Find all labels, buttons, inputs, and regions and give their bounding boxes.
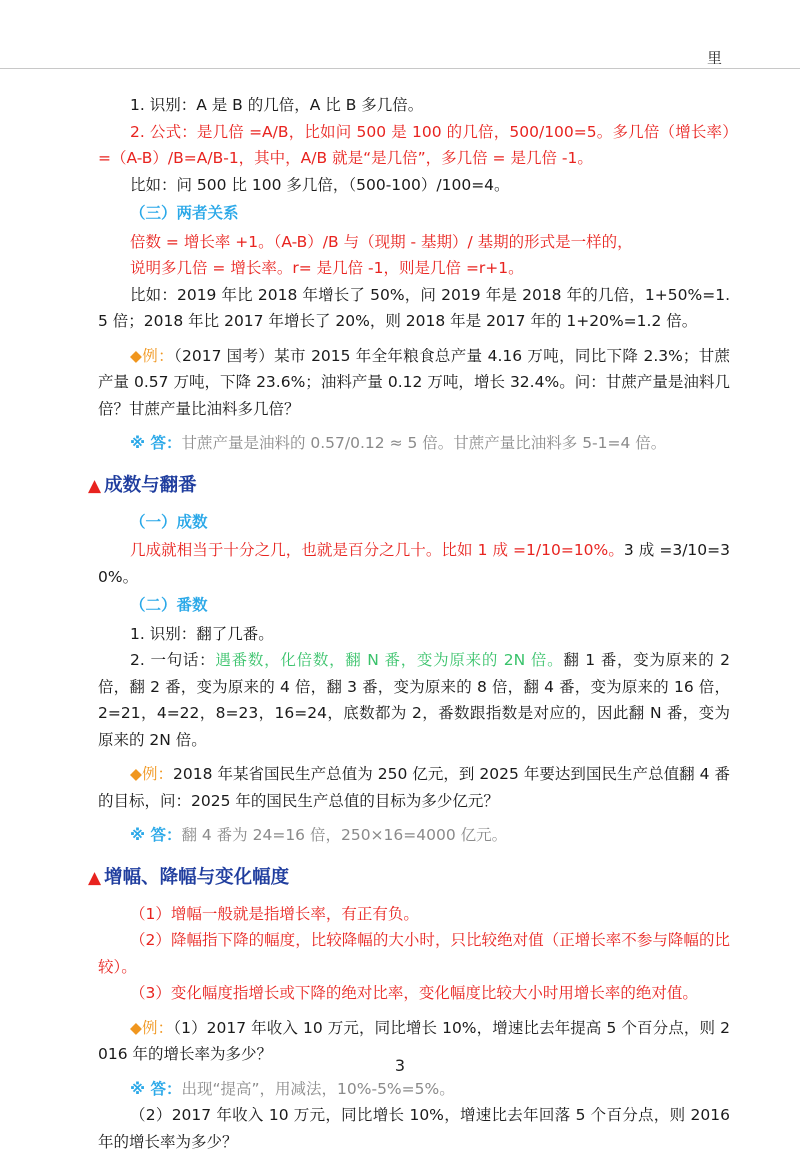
fan-rule-highlight: 遇番数，化倍数，翻 N 番，变为原来的 2N 倍。 [215,651,564,669]
answer-text: 出现“提高”，用减法，10%-5%=5%。 [181,1079,455,1098]
fan-identify: 1. 识别：翻了几番。 [130,624,274,643]
subheading-fan: （二）番数 [130,596,208,614]
relation-example: 比如：2019 年比 2018 年增长了 50%，问 2019 年是 2018 年的几倍，1+50%=1.5 倍；2018 年比 2017 年增长了 20%，则 2018 年是 2017 年的 1+20%=1.2 倍。 [98,285,730,330]
answer-label: ※ 答： [130,826,182,844]
cheng-paragraph [98,537,730,590]
change-point-3: （3）变化幅度指增长或下降的绝对比率，变化幅度比较大小时用增长率的绝对值。 [130,984,698,1002]
answer-3 [98,1076,730,1103]
formula-paragraph: 2. 公式：是几倍 =A/B，比如问 500 是 100 的几倍，500/100=5。多几倍（增长率）=（A-B）/B=A/B-1，其中，A/B 就是“是几倍”，多几倍 = 是几倍 -1。 [98,122,730,167]
change-point-2: （2）降幅指下降的幅度，比较降幅的大小时，只比较绝对值（正增长率不参与降幅的比较）。 [98,931,730,976]
example-label: ◆例： [130,1018,174,1037]
cheng-red-text: 几成就相当于十分之几，也就是百分之几十。比如 1 成 =1/10=10%。 [130,541,624,559]
answer-label: ※ 答： [130,434,182,452]
example-paragraph: 比如：问 500 比 100 多几倍，（500-100）/100=4。 [130,175,510,194]
fan-rule: 2. 一句话：遇番数，化倍数，翻 N 番，变为原来的 2N 倍。翻 1 番，变为原来的 2 倍，翻 2 番，变为原来的 4 倍，翻 3 番，变为原来的 8 倍，翻 4 番，变为原来的 16 倍，2=21，4=22，8=23，16=24，底数都为 2，番数跟指数是对应的，因此翻 N 番，变为原来的 2N 倍。 [98,651,731,749]
page-number: 3 [394,1056,406,1075]
triangle-icon: ▲ [88,867,102,888]
relation-paragraph-2: 说明多几倍 = 增长率。r= 是几倍 -1，则是几倍 =r+1。 [130,259,524,277]
example-text: （1）2017 年收入 10 万元，同比增长 10%，增速比去年提高 5 个百分点，则 2016 年的增长率为多少？ [98,1018,730,1063]
relation-paragraph-1: 倍数 = 增长率 +1。（A-B）/B 与（现期 - 基期）/ 基期的形式是一样的， [130,232,633,251]
section-heading-ratio: ▲ 成数与翻番 [88,474,197,496]
example-2 [98,761,730,814]
answer-2 [98,822,730,849]
example-3-part-2: （2）2017 年收入 10 万元，同比增长 10%，增速比去年回落 5 个百分点，则 2016 年的增长率为多少？ [98,1106,730,1151]
header-divider [0,68,800,69]
change-point-1: （1）增幅一般就是指增长率，有正有负。 [130,904,419,923]
example-label: ◆例： [130,765,174,783]
header-mark: 里 [706,49,722,67]
triangle-icon: ▲ [88,475,102,496]
answer-text: 甘蔗产量是油料的 0.57/0.12 ≈ 5 倍。甘蔗产量比油料多 5-1=4 倍。 [181,434,667,452]
cheng-black-text: 3 成 =3/10=30%。 [98,541,730,586]
subheading-cheng: （一）成数 [130,512,208,531]
answer-1 [98,430,730,457]
page-content [88,92,731,1155]
example-label: ◆例： [130,346,174,365]
example-text: （2017 国考）某市 2015 年全年粮食总产量 4.16 万吨，同比下降 2.3%；甘蔗产量 0.57 万吨，下降 23.6%；油料产量 0.12 万吨，增长 32.4%。问：甘蔗产量是油料几倍？甘蔗产量比油料多几倍？ [98,346,730,418]
identify-paragraph: 1. 识别：A 是 B 的几倍，A 比 B 多几倍。 [130,96,424,114]
example-text: 2018 年某省国民生产总值为 250 亿元，到 2025 年要达到国民生产总值翻 4 番的目标，问：2025 年的国民生产总值的目标为多少亿元？ [98,765,730,810]
answer-label: ※ 答： [130,1079,182,1098]
example-1 [98,343,730,423]
answer-text: 翻 4 番为 24=16 倍，250×16=4000 亿元。 [181,826,508,844]
subheading-relation: （三）两者关系 [130,204,239,222]
section-heading-change: ▲ 增幅、降幅与变化幅度 [88,866,290,888]
